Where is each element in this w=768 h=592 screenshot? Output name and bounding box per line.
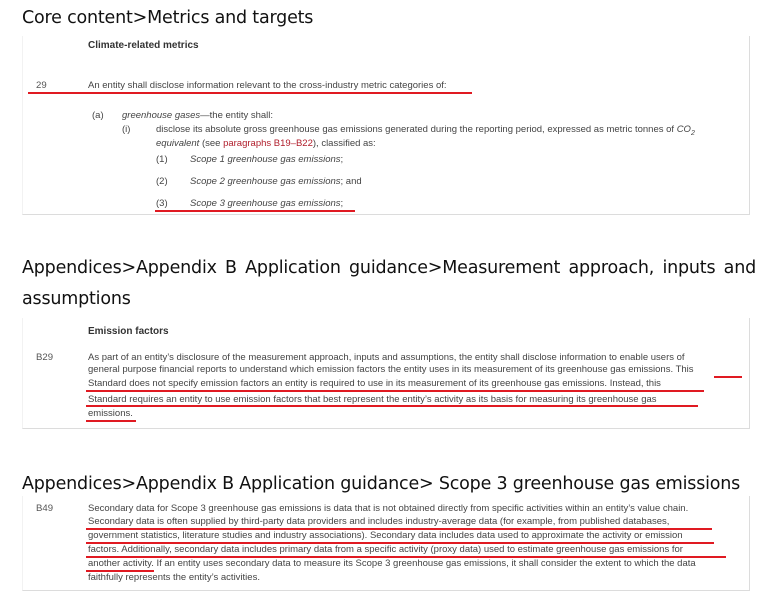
b49-line-4: factors. Additionally, secondary data includes primary data from a specific activity (proxy data) used to estimate greenhouse gas emissions for xyxy=(88,544,683,555)
b49-line-3: government statistics, literature studies and industry associations). Secondary data includes data used to approximate the activity or emission xyxy=(88,530,683,541)
underline-b29-a xyxy=(714,376,742,378)
paragraph-number-29: 29 xyxy=(36,80,47,91)
scope-item-2-text: Scope 2 greenhouse gas emissions; and xyxy=(190,176,362,187)
underline-b29-c xyxy=(86,405,698,407)
b49-line-5: another activity. If an entity uses secondary data to measure its Scope 3 greenhouse gas emissions, it shall consider the extent to which the data xyxy=(88,558,696,569)
b29-line-4: Standard requires an entity to use emission factors that best represent the entity’s activity as its basis for measuring its greenhouse gas xyxy=(88,394,657,405)
underline-b49-a xyxy=(86,528,712,530)
b29-line-3: Standard does not specify emission factors an entity is required to use in its measurement of its greenhouse gas emissions. Instead, this xyxy=(88,378,661,389)
scope-item-1-text: Scope 1 greenhouse gas emissions; xyxy=(190,154,344,165)
underline-29 xyxy=(28,92,472,94)
item-i-line2: equivalent (see paragraphs B19–B22), classified as: xyxy=(156,138,376,149)
subheading-climate-metrics: Climate-related metrics xyxy=(88,40,199,51)
paragraph-number-b29: B29 xyxy=(36,352,54,363)
paragraph-number-b49: B49 xyxy=(36,503,54,514)
section-heading-scope3: Appendices>Appendix B Application guidance> Scope 3 greenhouse gas emissions xyxy=(22,474,741,494)
section-heading-measurement: Appendices>Appendix B Application guidance>Measurement approach, inputs and assumptions xyxy=(22,258,756,309)
scope-item-3-text: Scope 3 greenhouse gas emissions; xyxy=(190,198,344,209)
underline-b49-b xyxy=(86,542,714,544)
b49-line-1: Secondary data for Scope 3 greenhouse gas emissions is data that is not obtained directly from specific activities within an entity’s value chain. xyxy=(88,503,689,514)
paragraphs-link[interactable]: paragraphs B19–B22 xyxy=(223,138,313,149)
b29-line-1: As part of an entity’s disclosure of the measurement approach, inputs and assumptions, the entity shall disclose information to enable users of xyxy=(88,352,685,363)
scope-item-1-label: (1) xyxy=(156,154,168,165)
b29-line-5: emissions. xyxy=(88,408,133,419)
underline-b49-c xyxy=(86,556,726,558)
paragraph-29-text: An entity shall disclose information relevant to the cross-industry metric categories of: xyxy=(88,80,447,91)
underline-b29-b xyxy=(86,390,704,392)
underline-b49-d xyxy=(86,570,154,572)
section-heading-metrics: Core content>Metrics and targets xyxy=(22,8,314,28)
item-i-label: (i) xyxy=(122,124,131,135)
b49-line-2: Secondary data is often supplied by third-party data providers and includes industry-average data (for example, from published databases, xyxy=(88,516,670,527)
item-a-label: (a) xyxy=(92,110,104,121)
item-a-text: greenhouse gases—the entity shall: xyxy=(122,110,274,121)
underline-b29-d xyxy=(86,420,136,422)
scope-item-3-label: (3) xyxy=(156,198,168,209)
subheading-emission-factors: Emission factors xyxy=(88,326,169,337)
item-i-line1: disclose its absolute gross greenhouse gas emissions generated during the reporting period, expressed as metric tonnes of $CO_2$ xyxy=(156,124,695,137)
b49-line-6: faithfully represents the entity’s activities. xyxy=(88,572,260,583)
underline-scope-3 xyxy=(155,210,355,212)
scope-item-2-label: (2) xyxy=(156,176,168,187)
b29-line-2: general purpose financial reports to understand which emission factors the entity uses in its measurement of its greenhouse gas emissions. This xyxy=(88,364,694,375)
